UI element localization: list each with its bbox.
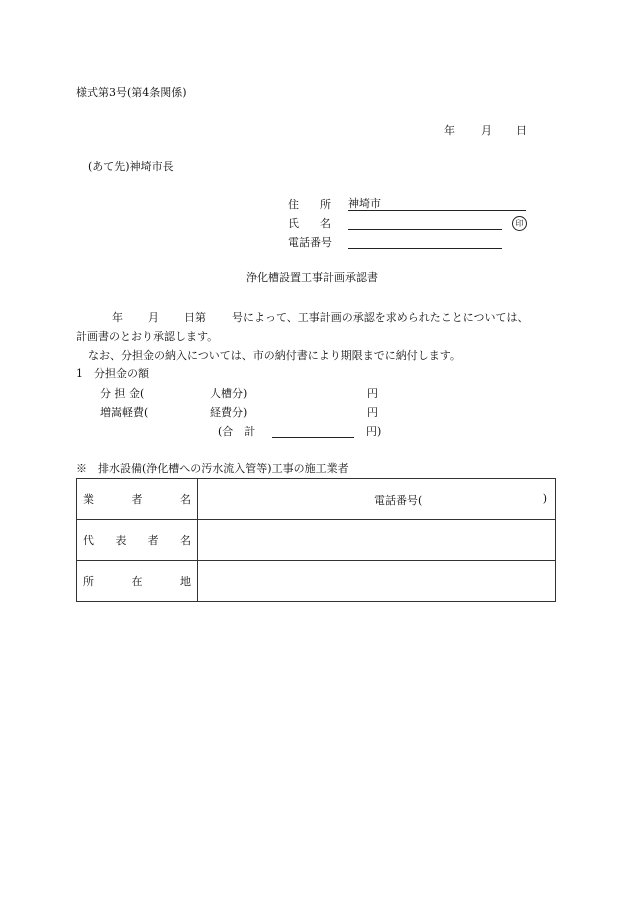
representative-cell[interactable]: [198, 520, 556, 561]
address-label-1: 住: [288, 198, 299, 211]
body-line3: なお、分担金の納入については、市の納付書により期限までに納付します。: [88, 349, 461, 362]
name-underline: [348, 229, 502, 230]
name-label-2: 名: [320, 217, 331, 230]
contractor-heading: ※ 排水設備(浄化槽への汚水流入管等)工事の施工業者: [76, 462, 349, 475]
label-char: 名: [180, 493, 191, 506]
address-underline: [348, 210, 526, 211]
date-month: 月: [481, 124, 492, 137]
label-char: 所: [83, 575, 94, 588]
label-char: 業: [83, 493, 94, 506]
body-day: 日第: [184, 311, 206, 324]
body-year: 年: [112, 311, 123, 324]
section1-heading: 1 分担金の額: [76, 367, 149, 380]
body-line2: 計画書のとおり承認します。: [76, 330, 219, 343]
table-row: [77, 479, 556, 520]
row2-label: 増嵩軽費(: [100, 406, 149, 419]
location-label: [77, 561, 198, 602]
body-month: 月: [148, 311, 159, 324]
total-close: 円): [366, 425, 382, 438]
location-cell[interactable]: [198, 561, 556, 602]
body-line1: 号によって、工事計画の承認を求められたことについては、: [232, 311, 529, 324]
document-title: 浄化槽設置工事計画承認書: [246, 271, 378, 284]
row2-yen: 円: [367, 406, 378, 419]
contractor-name-label: [77, 479, 198, 520]
address-value: 神埼市: [348, 197, 381, 210]
contractor-phone-label: 電話番号(: [374, 494, 423, 507]
form-number: 様式第3号(第4条関係): [76, 86, 187, 99]
label-char: 代: [83, 534, 94, 547]
addressee: (あて先)神埼市長: [88, 160, 174, 173]
representative-label: [77, 520, 198, 561]
label-char: 者: [131, 493, 143, 506]
label-char: 者: [147, 534, 159, 547]
label-char: 名: [179, 534, 191, 547]
total-open: (合 計: [218, 425, 256, 438]
date-year: 年: [444, 124, 455, 137]
label-char: 地: [180, 575, 191, 588]
row1-unit: 人槽分): [210, 387, 248, 400]
phone-underline: [348, 248, 502, 249]
name-label-1: 氏: [288, 217, 299, 230]
label-char: 在: [131, 575, 143, 588]
row1-yen: 円: [367, 387, 378, 400]
total-underline: [272, 437, 354, 438]
row1-label: 分 担 金(: [100, 387, 145, 400]
table-row: [77, 520, 556, 561]
contractor-name-cell[interactable]: [198, 479, 556, 520]
table-row: [77, 561, 556, 602]
date-day: 日: [516, 124, 527, 137]
contractor-phone-close: ): [542, 492, 547, 505]
phone-label: 電話番号: [288, 236, 332, 249]
contractor-table: [76, 478, 556, 602]
address-label-2: 所: [320, 198, 331, 211]
row2-unit: 経費分): [210, 406, 248, 419]
seal-icon: 印: [512, 216, 527, 231]
label-char: 表: [115, 534, 127, 547]
